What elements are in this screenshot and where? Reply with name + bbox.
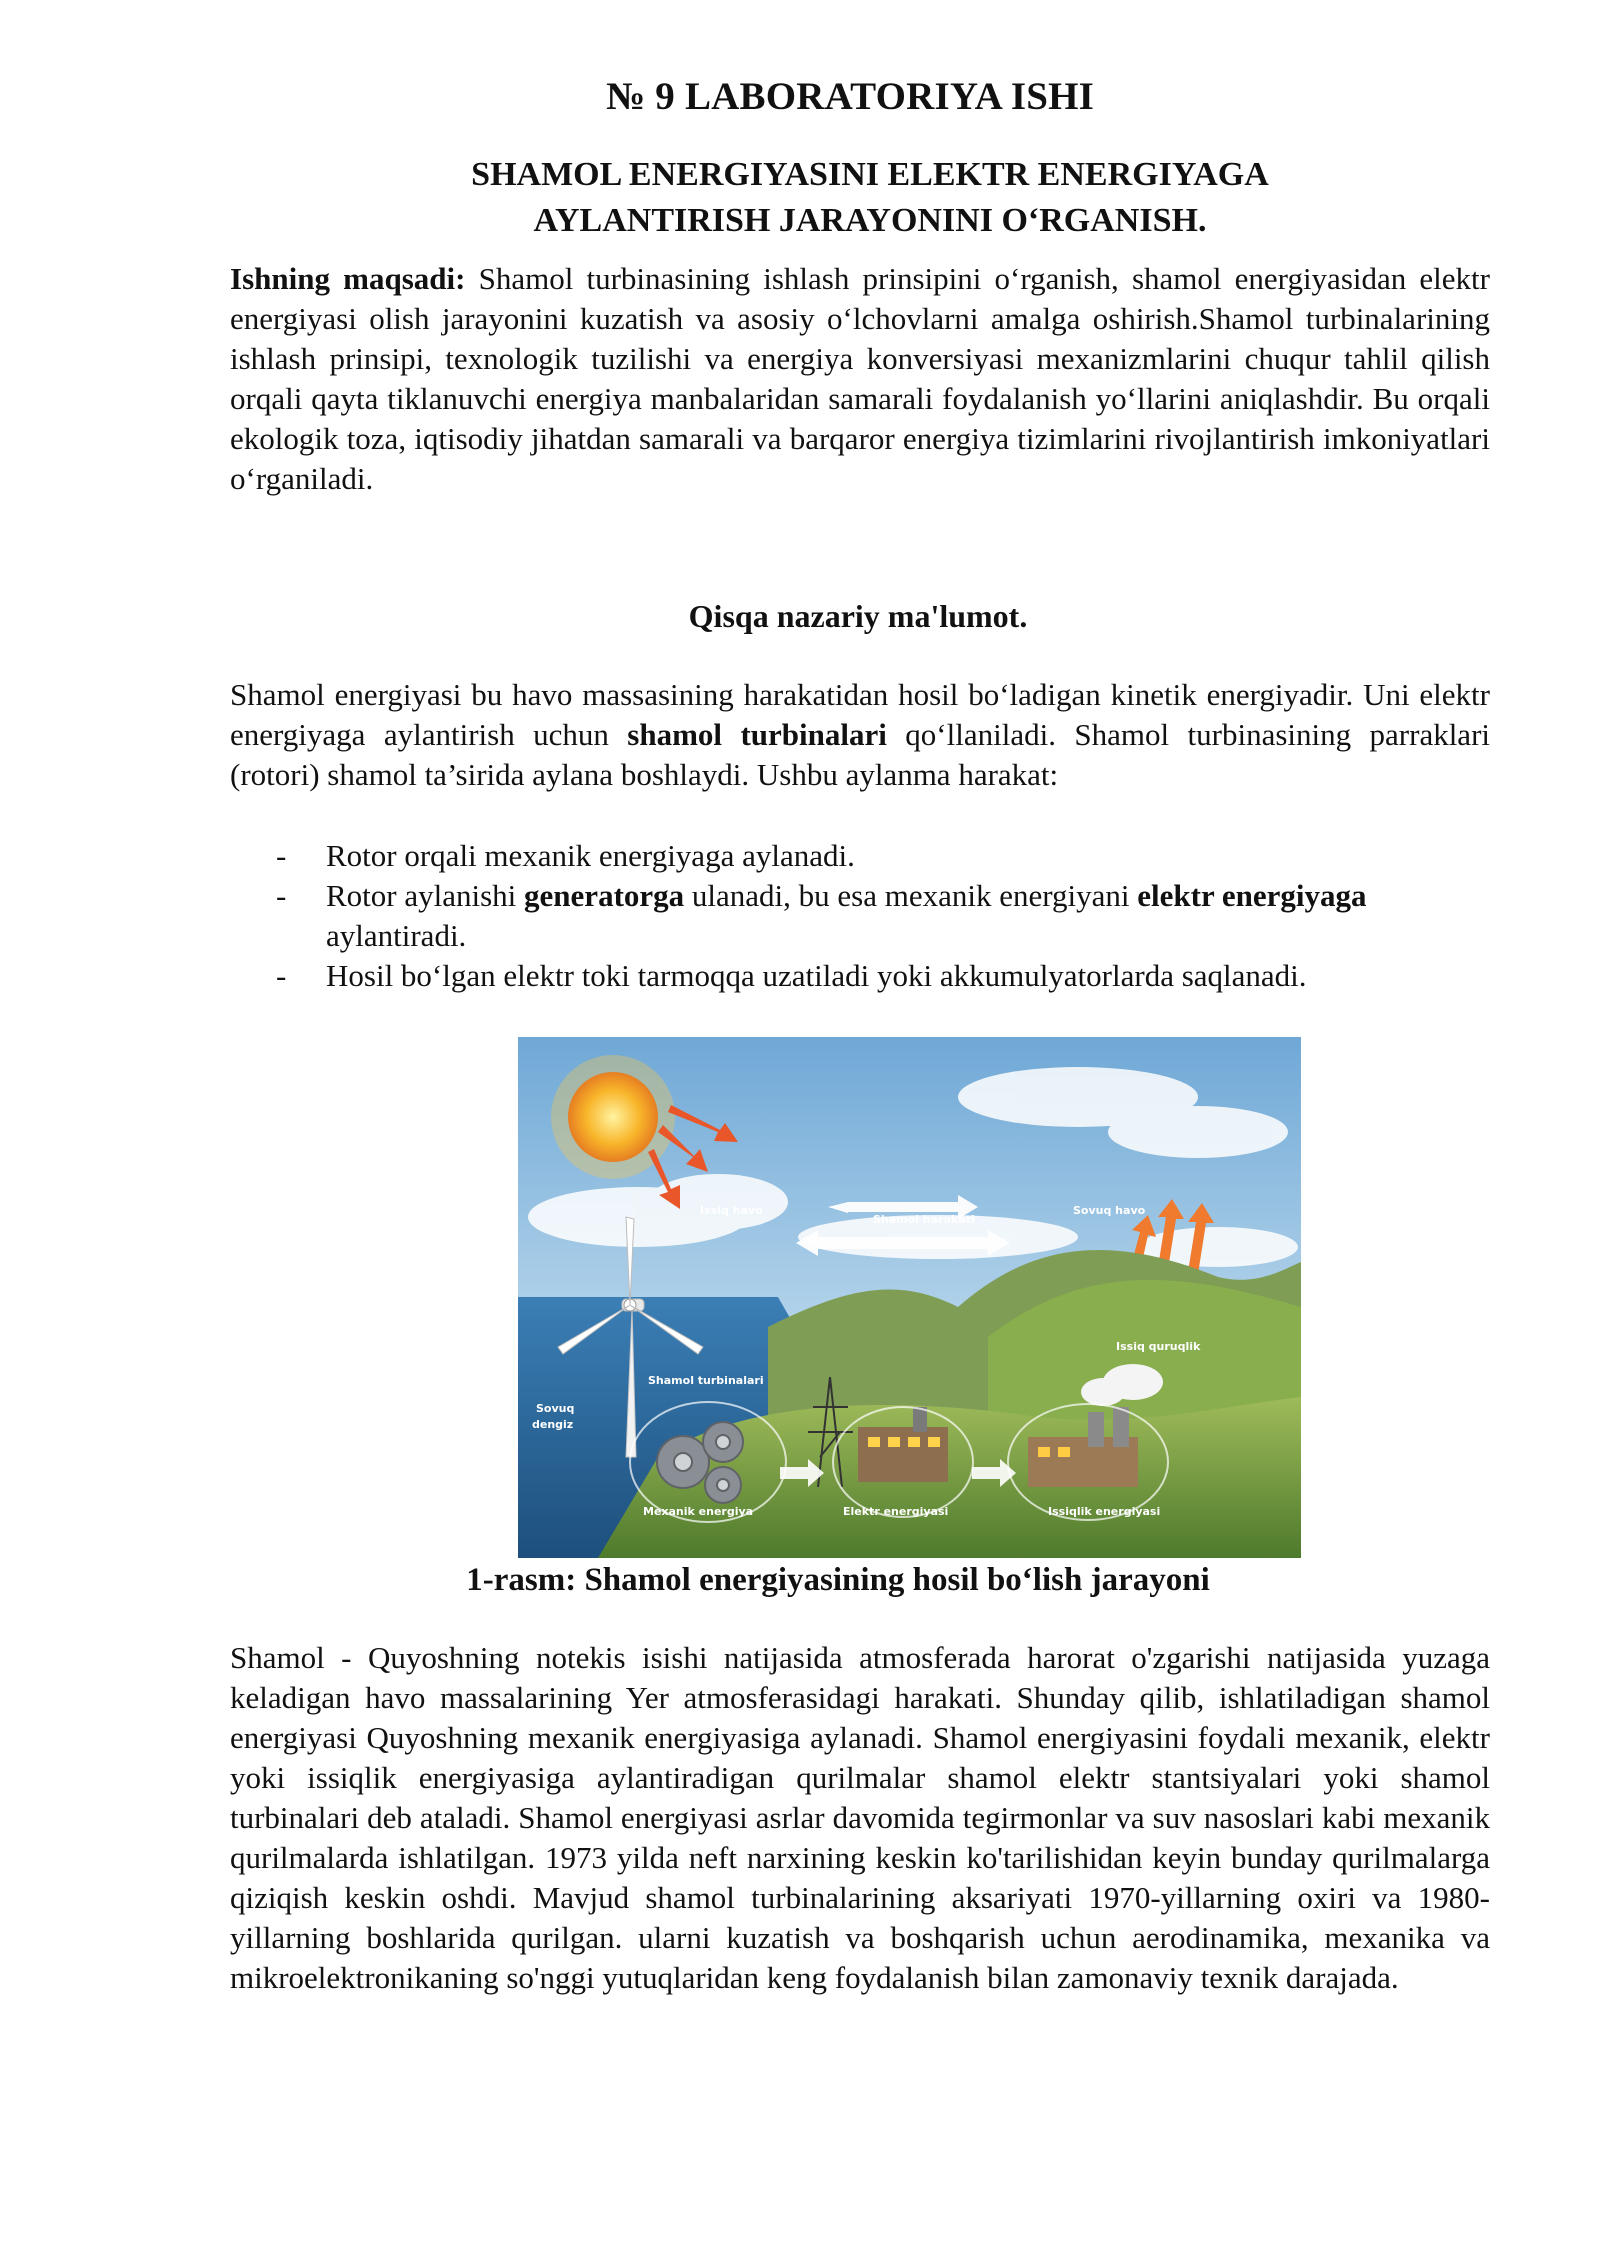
theory-title: Qisqa nazariy ma'lumot. bbox=[688, 598, 1028, 634]
bullet-dash: - bbox=[276, 838, 287, 873]
label-wind-turbines: Shamol turbinalari bbox=[648, 1374, 764, 1387]
lab-title: № 9 LABORATORIYA ISHI bbox=[605, 75, 1095, 118]
body-paragraph-2: Shamol - Quyoshning notekis isishi natijasida atmosferada harorat o'zgarishi natijasida yuzaga keladigan havo massalarining Yer atmosferasidagi harakati. Shunday qilib, ishlatiladigan shamol energiyasi Quyoshning mexanik energiyasiga aylanadi. Shamol energiyasini foydali mexanik, elektr yoki issiqlik energiyasiga aylantiradigan qurilmalar shamol elektr stantsiyalari yoki shamol turbinalari deb ataladi. Shamol energiyasi asrlar davomida tegirmonlar va suv nasoslari kabi mexanik qurilmalarda ishlatilgan. 1973 yilda neft narxining keskin ko'tarilishidan keyin bunday qurilmalarga qiziqish keskin oshdi. Mavjud shamol turbinalarining aksariyati 1970-yillarning oxiri va 1980-yillarning boshlarida qurilgan. ularni kuzatish va boshqarish uchun aerodinamika, mexanika va mikroelektronikaning so'nggi yutuqlaridan keng foydalanish bilan zamonaviy texnik darajada. bbox=[230, 1640, 1490, 1995]
label-wind-motion: Shamol harakati bbox=[873, 1213, 975, 1226]
bullet-dash: - bbox=[276, 878, 287, 913]
bullet-dash: - bbox=[276, 958, 287, 993]
lab-subtitle bbox=[300, 152, 1440, 244]
subtitle-line-1: SHAMOL ENERGIYASINI ELEKTR ENERGIYAGA bbox=[471, 156, 1269, 193]
bullet-text-part1: Rotor aylanishi bbox=[326, 878, 525, 913]
label-electric-energy: Elektr energiyasi bbox=[843, 1505, 949, 1518]
list-item bbox=[276, 836, 1386, 876]
theory-bullet-list bbox=[276, 836, 1386, 996]
wind-energy-illustration bbox=[518, 1037, 1301, 1558]
purpose-label: Ishning maqsadi: bbox=[230, 261, 466, 296]
bullet-bold-generator: generatorga bbox=[524, 878, 685, 913]
bullet-text-part3: aylantiradi. bbox=[326, 918, 467, 953]
theory-intro-paragraph bbox=[230, 675, 1490, 795]
label-cold-sea-1: Sovuq bbox=[536, 1402, 575, 1415]
label-hot-air: Issiq havo bbox=[700, 1204, 763, 1217]
purpose-paragraph bbox=[230, 259, 1490, 499]
theory-intro-part1: Shamol energiyasi bu havo massasining harakatidan hosil bo‘ladigan kinetik energiyadir. Uni elektr energiyaga aylantirish uchun bbox=[230, 677, 1490, 752]
label-cold-sea-2: dengiz bbox=[532, 1418, 574, 1431]
label-hot-land: Issiq quruqlik bbox=[1116, 1340, 1201, 1353]
label-cold-air: Sovuq havo bbox=[1073, 1204, 1146, 1217]
bullet-text: Rotor orqali mexanik energiyaga aylanadi. bbox=[326, 838, 855, 873]
subtitle-line-2: AYLANTIRISH JARAYONINI O‘RGANISH. bbox=[533, 202, 1207, 239]
bullet-text: Hosil bo‘lgan elektr toki tarmoqqa uzatiladi yoki akkumulyatorlarda saqlanadi. bbox=[326, 958, 1307, 993]
list-item bbox=[276, 876, 1386, 956]
purpose-text: Shamol turbinasining ishlash prinsipini o‘rganish, shamol energiyasidan elektr energiyasi olish jarayonini kuzatish va asosiy o‘lchovlarni amalga oshirish.Shamol turbinalarining ishlash prinsipi, texnologik tuzilishi va energiya konversiyasi mexanizmlarini chuqur tahlil qilish orqali qayta tiklanuvchi energiya manbalaridan samarali foydalanish yo‘llarini aniqlashdir. Bu orqali ekologik toza, iqtisodiy jihatdan samarali va barqaror energiya tizimlarini rivojlantirish imkoniyatlari o‘rganiladi. bbox=[230, 261, 1490, 496]
bullet-text-part2: ulanadi, bu esa mexanik energiyani bbox=[684, 878, 1138, 913]
bullet-bold-electric: elektr energiyaga bbox=[1137, 878, 1367, 913]
label-mechanical-energy: Mexanik energiya bbox=[643, 1505, 754, 1518]
figure-caption: 1-rasm: Shamol energiyasining hosil bo‘lish jarayoni bbox=[466, 1562, 1210, 1598]
list-item bbox=[276, 956, 1386, 996]
label-thermal-energy: Issiqlik energiyasi bbox=[1048, 1505, 1161, 1518]
theory-intro-bold: shamol turbinalari bbox=[627, 717, 887, 752]
theory-intro-part2: qo‘llaniladi. Shamol turbinasining parraklari (rotori) shamol ta’sirida aylana boshlaydi. Ushbu aylanma harakat: bbox=[230, 717, 1491, 792]
illustration-svg bbox=[518, 1037, 1301, 1558]
